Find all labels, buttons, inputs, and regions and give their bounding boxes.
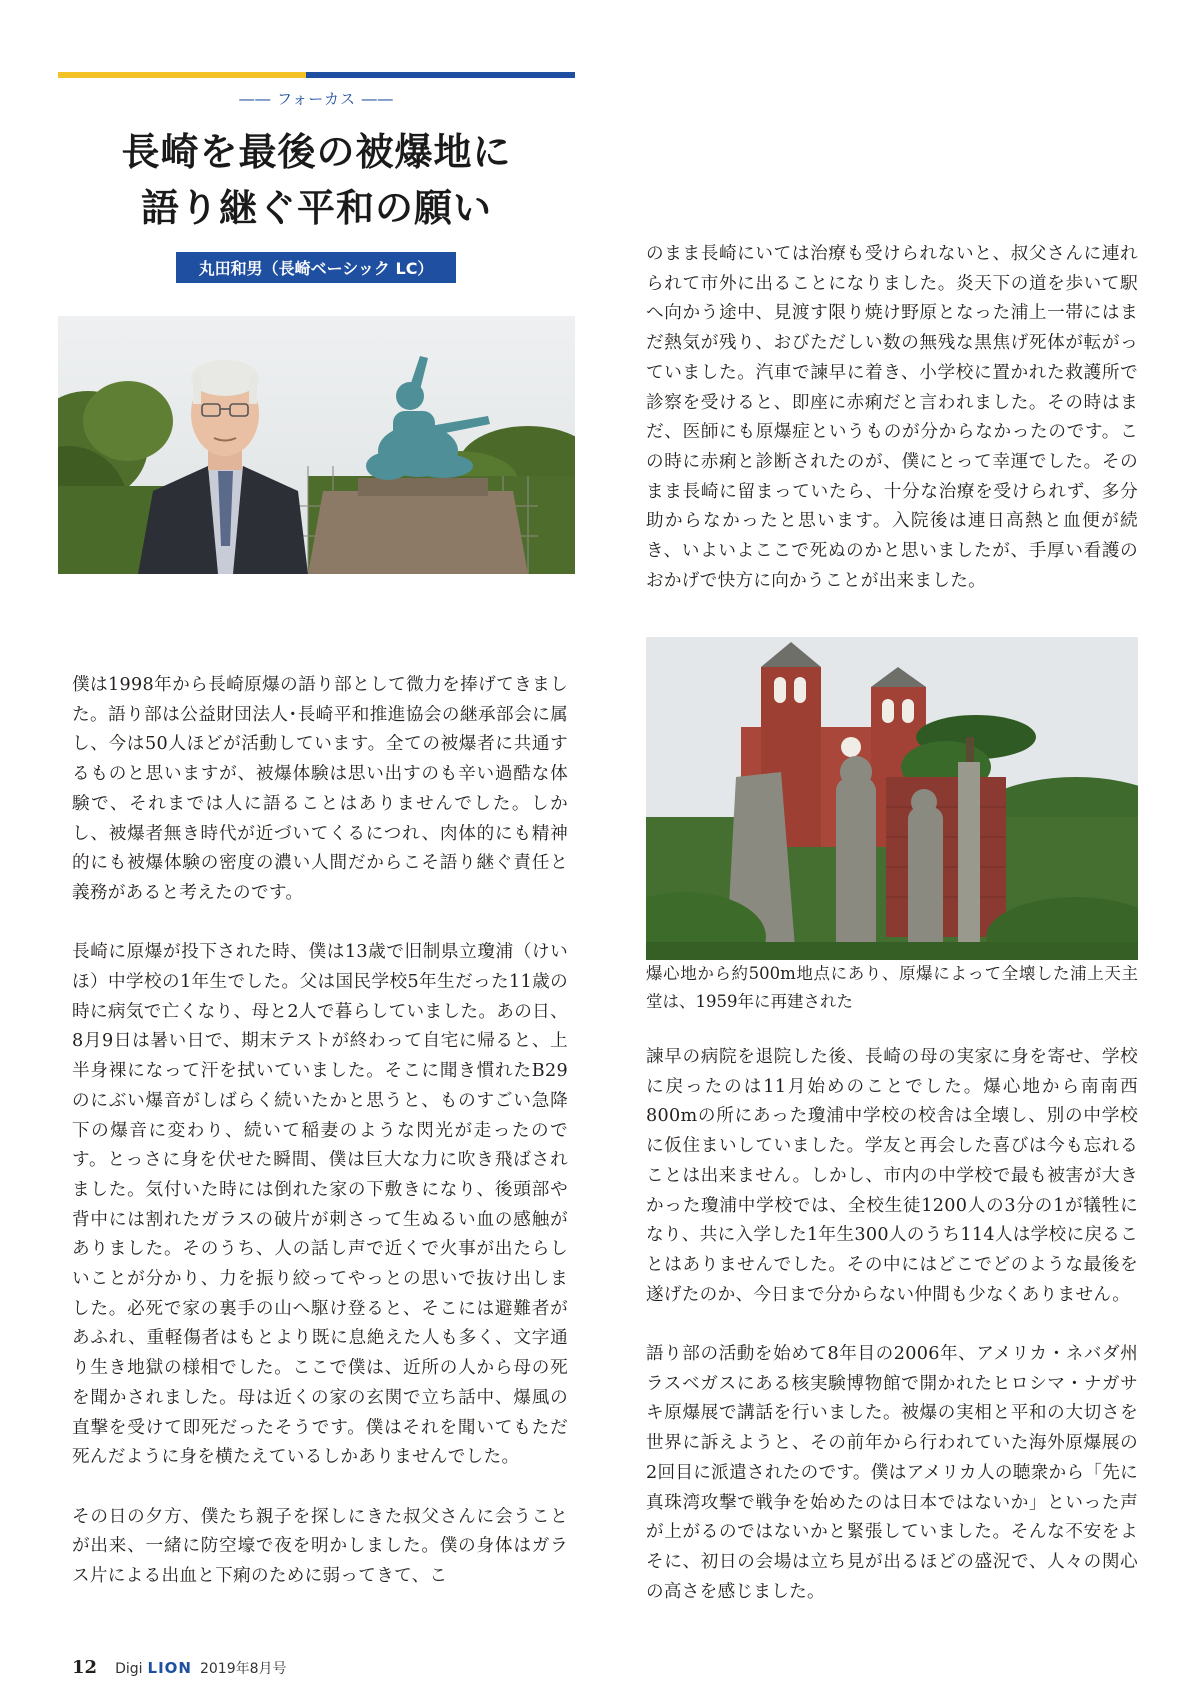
right-column-top — [646, 240, 1138, 596]
paragraph-intro: 僕は1998年から長崎原爆の語り部として微力を捧げてきました。語り部は公益財団法人･長崎平和推進協会の継承部会に属し、今は50人ほどが活動しています。全ての被爆者に共通するものと思いますが、被爆体験は思い出すのも辛い過酷な体験で、それまでは人に語ることはありませんでした。しかし、被爆者無き時代が近づいてくるにつれ、肉体的にも精神的にも被爆体験の密度の濃い人間だからこそ語り継ぐ責任と義務があると考えたのです。 — [72, 675, 568, 903]
article-title-line2: 語り継ぐ平和の願い — [140, 185, 492, 230]
top-accent-bar-blue — [306, 72, 575, 78]
photo-peace-statue — [58, 316, 575, 574]
top-accent-bar — [58, 72, 575, 78]
paragraph-las-vegas: 語り部の活動を始めて8年目の2006年、アメリカ・ネバダ州ラスベガスにある核実験博物館で開かれたヒロシマ・ナガサキ原爆展で講話を行いました。被爆の実相と平和の大切さを世界に訴えようと、その前年から行われていた海外原爆展の2回目に派遣されたのです。僕はアメリカ人の聴衆から「先に真珠湾攻撃で戦争を始めたのは日本ではないか」といった声が上がるのではないかと緊張していました。そんな不安をよそに、初日の会場は立ち見が出るほどの盛況で、人々の関心の高さを感じました。 — [646, 1344, 1138, 1602]
top-accent-bar-yellow — [58, 72, 306, 78]
magazine-name: LION — [147, 1659, 192, 1677]
paragraph-return-school: 諫早の病院を退院した後、長崎の母の実家に身を寄せ、学校に戻ったのは11月始めのことでした。爆心地から南南西800mの所にあった瓊浦中学校の校舎は全壊し、別の中学校に仮住まいしていました。学友と再会した喜びは今も忘れることは出来ません。しかし、市内の中学校で最も被害が大きかった瓊浦中学校では、全校生徒1200人の3分の1が犠牲になり、共に入学した1年生300人のうち114人は学校に戻ることはありませんでした。その中にはどこでどのような最後を遂げたのか、今日まで分からない仲間も少なくありません。 — [646, 1047, 1139, 1305]
paragraph-bombing: 長崎に原爆が投下された時、僕は13歳で旧制県立瓊浦（けいほ）中学校の1年生でした。父は国民学校5年生だった11歳の時に病気で亡くなり、母と2人で暮らしていました。あの日、8月9日は暑い日で、期末テストが終わって自宅に帰ると、上半身裸になって汗を拭いていました。そこに聞き慣れたB29のにぶい爆音がしばらく続いたかと思うと、ものすごい急降下の爆音に変わり、続いて稲妻のような閃光が走ったのです。とっさに身を伏せた瞬間、僕は巨大な力に吹き飛ばされました。気付いた時には倒れた家の下敷きになり、後頭部や背中には割れたガラスの破片が刺さって生ぬるい血の感触がありました。そのうち、人の話し声で近くで火事が出たらしいことが分かり、力を振り絞ってやっとの思いで抜け出しました。必死で家の裏手の山へ駆け登ると、そこには避難者があふれ、重軽傷者はもとより既に息絶えた人も多く、文字通り生き地獄の様相でした。ここで僕は、近所の人から母の死を聞かされました。母は近くの家の玄関で立ち話中、爆風の直撃を受けて即死だったそうです。僕はそれを聞いてもただ死んだように身を横たえているしかありませんでした。 — [72, 942, 568, 1468]
left-column — [72, 671, 568, 1592]
right-column-bottom — [646, 1043, 1138, 1607]
paragraph-continued: のまま長崎にいては治療も受けられないと、叔父さんに連れられて市外に出ることになりました。炎天下の道を歩いて駅へ向かう途中、見渡す限り焼け野原となった浦上一帯にはまだ熱気が残り、おびただしい数の無残な黒焦げ死体が転がっていました。汽車で諫早に着き、小学校に置かれた救護所で診察を受けると、即座に赤痢だと言われました。その時はまだ、医師にも原爆症というものが分からなかったのです。この時に赤痢と診断されたのが、僕にとって幸運でした。そのまま長崎に留まっていたら、十分な治療を受けられず、多分助からなかったと思います。入院後は連日高熱と血便が続き、いよいよここで死ぬのかと思いましたが、手厚い看護のおかげで快方に向かうことが出来ました。 — [646, 244, 1138, 591]
paragraph-evening: その日の夕方、僕たち親子を探しにきた叔父さんに会うことが出来、一緒に防空壕で夜を明かしました。僕の身体はガラス片による出血と下痢のために弱ってきて、こ — [72, 1506, 568, 1587]
article-title-line1: 長崎を最後の被爆地に — [121, 129, 512, 174]
magazine-prefix: Digi — [115, 1661, 143, 1677]
issue-date: 2019年8月号 — [199, 1661, 287, 1677]
photo-urakami-cathedral — [646, 637, 1138, 960]
section-label: ―― フォーカス ―― — [239, 90, 394, 108]
page-number: 12 — [72, 1657, 98, 1678]
photo-caption: 爆心地から約500m地点にあり、原爆によって全壊した浦上天主堂は、1959年に再建された — [646, 964, 1138, 1011]
author-badge: 丸田和男（長崎ベーシック LC） — [176, 252, 456, 283]
article-title — [58, 124, 575, 236]
page-footer — [72, 1657, 287, 1678]
